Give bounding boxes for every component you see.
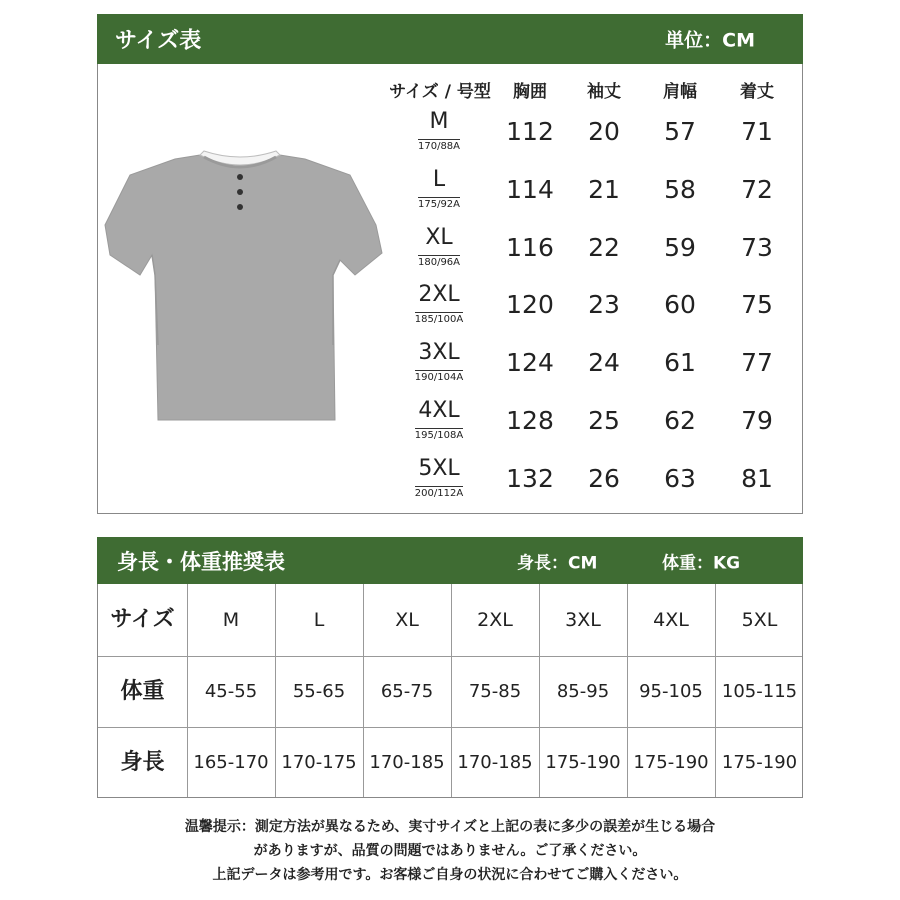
size-chart-cell-shoulder: 60 (664, 290, 696, 320)
size-chart-cell-chest: 114 (506, 174, 554, 204)
size-code: 175/92A (417, 198, 461, 210)
recommend-cell: L (313, 609, 325, 631)
size-label (404, 110, 474, 153)
recommend-cell: 55-65 (292, 681, 346, 702)
recommend-cell: 5XL (741, 609, 778, 631)
recommend-cell: 165-170 (193, 752, 269, 773)
size-label (404, 341, 474, 384)
size-label (404, 168, 474, 211)
size-chart-title: サイズ表 (115, 28, 202, 54)
header-chest: 胸囲 (513, 82, 547, 102)
size-chart-cell-sleeve: 25 (588, 406, 620, 435)
size-chart-cell-shoulder: 61 (664, 348, 696, 378)
size-name: 3XL (418, 340, 460, 366)
size-name: XL (425, 224, 453, 250)
size-label (404, 399, 474, 442)
size-chart-cell-shoulder: 58 (664, 174, 696, 204)
size-chart-cell-sleeve: 20 (588, 117, 620, 146)
size-name: 4XL (418, 398, 460, 423)
size-code: 190/104A (414, 372, 464, 384)
size-chart-cell-chest: 132 (506, 463, 554, 493)
size-code: 185/100A (414, 314, 464, 326)
size-chart-cell-sleeve: 21 (588, 174, 620, 204)
notes (0, 815, 900, 887)
size-chart-cell-sleeve: 24 (588, 348, 620, 378)
size-name: L (432, 166, 446, 192)
size-chart-cell-sleeve: 22 (588, 232, 620, 262)
size-chart-cell-chest: 128 (506, 406, 554, 435)
recommend-cell: XL (395, 609, 419, 631)
row-header: 身長 (120, 750, 165, 775)
recommend-cell: 175-190 (721, 752, 798, 773)
header-shoulder: 肩幅 (663, 82, 697, 102)
size-chart-cell-chest: 116 (506, 232, 554, 262)
size-chart-cell-chest: 112 (506, 117, 554, 146)
size-chart-cell-length: 73 (741, 232, 773, 262)
recommend-cell: M (222, 609, 240, 631)
size-label (404, 457, 474, 500)
recommend-cell: 105-115 (721, 681, 798, 702)
size-chart-cell-shoulder: 62 (664, 406, 696, 435)
size-chart-cell-length: 81 (741, 463, 773, 493)
row-header: サイズ (110, 607, 175, 632)
weight-unit: 体重：KG (662, 553, 741, 573)
note-line: 上記データは参考用です。お客様ご自身の状況に合わせてご購入ください。 (212, 867, 688, 883)
size-chart-unit: 単位：CM (665, 29, 755, 52)
header-size: サイズ / 号型 (389, 82, 491, 102)
recommend-cell: 45-55 (204, 681, 258, 702)
size-chart-cell-chest: 124 (506, 348, 554, 378)
size-chart-cell-shoulder: 59 (664, 232, 696, 262)
recommend-table (97, 584, 803, 798)
recommend-cell: 175-190 (633, 752, 709, 773)
gray-henley-tshirt-icon (100, 145, 385, 430)
height-unit: 身長：CM (517, 553, 598, 573)
recommend-header (97, 537, 803, 584)
size-code: 195/108A (414, 430, 464, 441)
note-line: がありますが、品質の問題ではありません。ご了承ください。 (253, 843, 647, 859)
size-name: M (429, 109, 449, 134)
size-label (404, 283, 474, 326)
row-header: 体重 (120, 679, 165, 704)
size-chart-cell-sleeve: 26 (588, 463, 620, 493)
size-chart-cell-shoulder: 63 (664, 463, 696, 493)
size-chart-cell-length: 77 (741, 348, 773, 378)
header-length: 着丈 (740, 82, 774, 102)
size-chart-cell-shoulder: 57 (664, 117, 696, 146)
note-line: 温馨提示：測定方法が異なるため、実寸サイズと上記の表に多少の誤差が生じる場合 (184, 819, 716, 835)
size-name: 2XL (418, 282, 460, 308)
recommend-title: 身長・体重推奨表 (117, 549, 285, 574)
size-chart-cell-length: 79 (741, 406, 773, 435)
size-chart-cell-chest: 120 (506, 290, 554, 320)
size-chart-cell-length: 72 (741, 174, 773, 204)
size-code: 200/112A (414, 487, 464, 499)
size-chart-cell-length: 75 (741, 290, 773, 320)
recommend-cell: 2XL (477, 609, 513, 631)
size-chart-header (97, 14, 803, 64)
header-sleeve: 袖丈 (587, 82, 621, 102)
size-code: 180/96A (417, 256, 461, 268)
size-label (404, 226, 474, 269)
recommend-cell: 175-190 (545, 752, 621, 773)
recommend-cell: 170-185 (369, 752, 445, 773)
size-chart-cell-sleeve: 23 (588, 290, 620, 320)
recommend-cell: 4XL (653, 609, 689, 631)
size-code: 170/88A (417, 141, 461, 152)
size-name: 5XL (418, 455, 460, 481)
recommend-cell: 3XL (565, 609, 601, 631)
recommend-cell: 170-185 (457, 752, 533, 773)
recommend-cell: 85-95 (556, 681, 610, 702)
recommend-cell: 65-75 (380, 681, 434, 702)
recommend-cell: 75-85 (468, 681, 522, 702)
recommend-cell: 95-105 (639, 681, 703, 702)
recommend-cell: 170-175 (281, 752, 357, 773)
size-chart-cell-length: 71 (741, 117, 773, 146)
